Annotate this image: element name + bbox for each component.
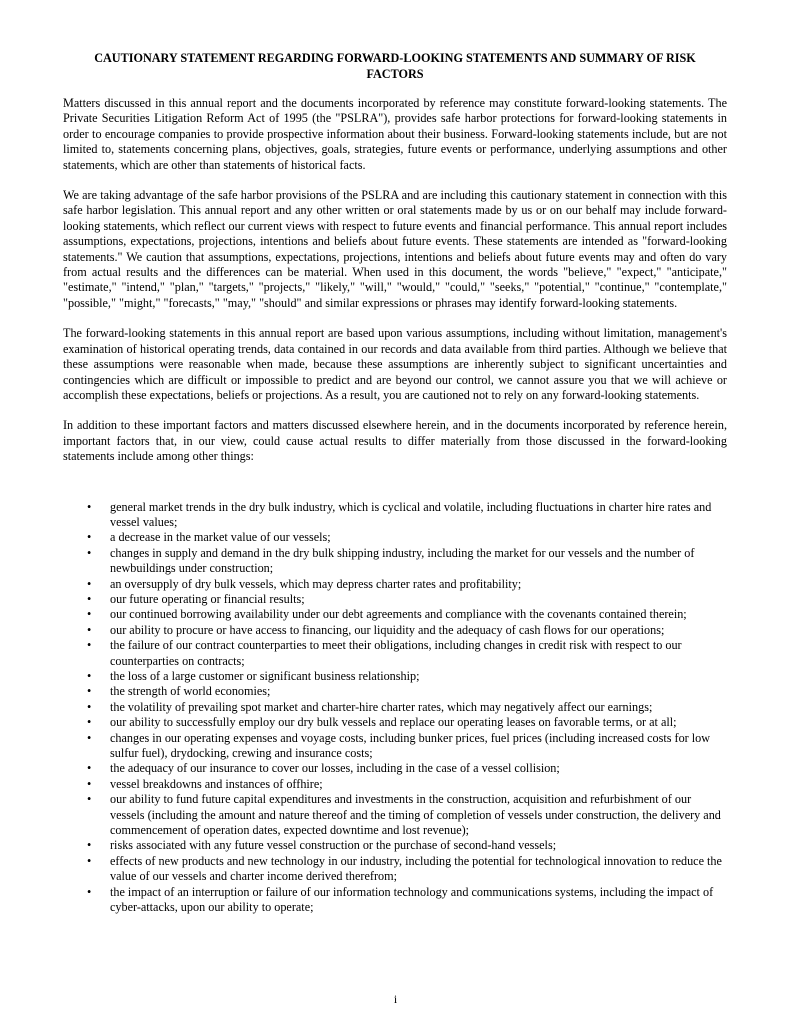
bullet-icon: • bbox=[87, 684, 92, 699]
bullet-icon: • bbox=[87, 530, 92, 545]
list-item-text: a decrease in the market value of our vessels; bbox=[110, 530, 331, 545]
bullet-icon: • bbox=[87, 699, 92, 714]
list-item bbox=[63, 700, 727, 715]
list-item-text: the loss of a large customer or significant business relationship; bbox=[110, 669, 420, 683]
page-title: CAUTIONARY STATEMENT REGARDING FORWARD-LOOKING STATEMENTS AND SUMMARY OF RISK FACTORS bbox=[94, 51, 696, 81]
list-item bbox=[63, 546, 727, 577]
list-item bbox=[63, 500, 727, 531]
list-item-text: changes in our operating expenses and voyage costs, including bunker prices, fuel prices (including increased costs for low sulfur fuel), drydocking, crewing and insurance costs; bbox=[110, 730, 711, 761]
bullet-icon: • bbox=[87, 838, 92, 853]
bullet-icon: • bbox=[87, 622, 92, 637]
bullet-icon: • bbox=[87, 591, 92, 606]
list-item-text: our ability to procure or have access to financing, our liquidity and the adequacy of cash flows for our operations; bbox=[110, 622, 665, 637]
bullet-icon: • bbox=[87, 884, 92, 899]
list-item-text: our continued borrowing availability under our debt agreements and compliance with the covenants contained therein; bbox=[110, 607, 687, 622]
bullet-icon: • bbox=[87, 607, 92, 622]
paragraph-safe-harbor: We are taking advantage of the safe harbor provisions of the PSLRA and are including this cautionary statement in connection with this safe harbor legislation. This annual report and any other written or oral statements made by us or on our behalf may include forward-looking statements, which reflect our current views with respect to future events and financial performance. This annual report includes assumptions, expectations, projections, intentions and beliefs about future events. These statements are intended as "forward-looking statements." We caution that assumptions, expectations, projections, intentions and beliefs about future events may and often do vary from actual results and the differences can be material. When used in this document, the words "believe," "expect," "anticipate," "estimate," "intend," "plan," "targets," "projects," "likely," "will," "would," "could," "seeks," "potential," "continue," "contemplate," "possible," "might," "forecasts," "may," "should" and similar expressions or phrases may identify forward-looking statements. bbox=[63, 188, 727, 310]
list-item-text: the volatility of prevailing spot market and charter-hire charter rates, which may negatively affect our earnings; bbox=[110, 699, 653, 714]
list-item-text: our future operating or financial results; bbox=[110, 591, 305, 606]
list-item bbox=[63, 684, 727, 699]
bullet-icon: • bbox=[87, 776, 92, 791]
list-item-text: vessel breakdowns and instances of offhire; bbox=[110, 776, 323, 791]
list-item bbox=[63, 530, 727, 545]
bullet-icon: • bbox=[87, 638, 92, 653]
list-item bbox=[63, 592, 727, 607]
list-item bbox=[63, 607, 727, 622]
list-item bbox=[63, 731, 727, 762]
list-item-text: general market trends in the dry bulk industry, which is cyclical and volatile, including fluctuations in charter hire rates and vessel values; bbox=[110, 499, 712, 529]
list-item-text: the impact of an interruption or failure of our information technology and communications systems, including the impact of cyber-attacks, upon our ability to operate; bbox=[110, 884, 714, 915]
list-item bbox=[63, 761, 727, 776]
paragraph-important-factors: In addition to these important factors and matters discussed elsewhere herein, and in the documents incorporated by reference herein, important factors that, in our view, could cause actual results to differ materially from those discussed in the forward-looking statements include among other things: bbox=[63, 418, 727, 464]
page-number: i bbox=[393, 992, 398, 1006]
bullet-icon: • bbox=[87, 545, 92, 560]
list-item-text: the adequacy of our insurance to cover our losses, including in the case of a vessel collision; bbox=[110, 761, 560, 776]
list-item bbox=[63, 669, 727, 684]
bullet-icon: • bbox=[87, 499, 92, 514]
list-item-text: an oversupply of dry bulk vessels, which may depress charter rates and profitability; bbox=[110, 576, 522, 591]
list-item bbox=[63, 854, 727, 885]
list-item-text: our ability to fund future capital expenditures and investments in the construction, acquisition and refurbishment of our vessels (including the amount and nature thereof and the timing of completion of vessels under construction, the delivery and commencement of operation dates, expected downtime and lost revenue); bbox=[110, 792, 721, 838]
list-item-text: the strength of world economies; bbox=[110, 684, 271, 699]
list-item bbox=[63, 638, 727, 669]
list-item bbox=[63, 838, 727, 853]
list-item bbox=[63, 792, 727, 838]
bullet-icon: • bbox=[87, 853, 92, 868]
list-item-text: changes in supply and demand in the dry bulk shipping industry, including the market for our vessels and the number of newbuildings under construction; bbox=[110, 545, 695, 576]
bullet-icon: • bbox=[87, 792, 92, 807]
bullet-icon: • bbox=[87, 669, 92, 683]
bullet-icon: • bbox=[87, 761, 92, 776]
risk-factor-list bbox=[63, 500, 727, 916]
list-item-text: our ability to successfully employ our dry bulk vessels and replace our operating leases on favorable terms, or at all; bbox=[110, 715, 677, 730]
list-item bbox=[63, 623, 727, 638]
list-item-text: the failure of our contract counterparties to meet their obligations, including changes in credit risk with respect to our counterparties on contracts; bbox=[110, 638, 682, 668]
list-item-text: effects of new products and new technology in our industry, including the potential for technological innovation to reduce the value of our vessels and charter income derived therefrom; bbox=[110, 853, 722, 884]
list-item bbox=[63, 885, 727, 916]
paragraph-intro: Matters discussed in this annual report and the documents incorporated by reference may constitute forward-looking statements. The Private Securities Litigation Reform Act of 1995 (the "PSLRA"), provides safe harbor protections for forward-looking statements in order to encourage companies to provide prospective information about their business. Forward-looking statements include, but are not limited to, statements concerning plans, objectives, goals, strategies, future events or performance, underlying assumptions and other statements, which are other than statements of historical facts. bbox=[63, 96, 727, 172]
bullet-icon: • bbox=[87, 715, 92, 730]
bullet-icon: • bbox=[87, 576, 92, 591]
list-item-text: risks associated with any future vessel construction or the purchase of second-hand vessels; bbox=[110, 838, 557, 853]
bullet-icon: • bbox=[87, 730, 92, 745]
document-page bbox=[63, 50, 727, 916]
list-item bbox=[63, 777, 727, 792]
list-item bbox=[63, 715, 727, 730]
list-item bbox=[63, 577, 727, 592]
paragraph-assumptions: The forward-looking statements in this annual report are based upon various assumptions, including without limitation, management's examination of historical operating trends, data contained in our records and data available from third parties. Although we believe that these assumptions were reasonable when made, because these assumptions are inherently subject to significant uncertainties and contingencies which are difficult or impossible to predict and are beyond our control, we cannot assure you that we will achieve or accomplish these expectations, beliefs or projections. As a result, you are cautioned not to rely on any forward-looking statements. bbox=[63, 326, 727, 402]
